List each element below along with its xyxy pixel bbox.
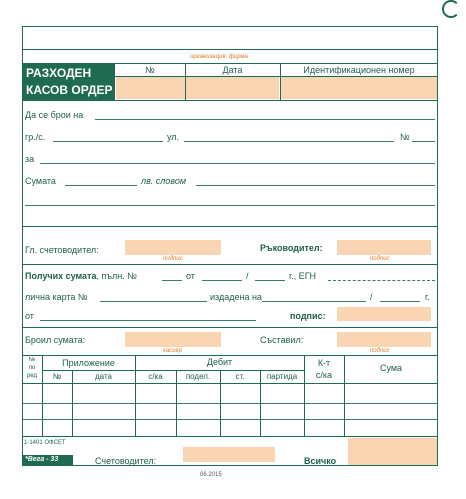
- sub-partida: партида: [266, 372, 298, 381]
- col-date-label: Дата: [222, 65, 243, 75]
- form-date: 06.2015: [200, 472, 222, 478]
- slash1: /: [246, 271, 249, 281]
- issued-date-line[interactable]: [262, 301, 366, 302]
- street-line[interactable]: [184, 141, 394, 142]
- manager-sign-field[interactable]: [337, 240, 431, 255]
- lv-words-label: лв. словом: [141, 176, 187, 186]
- amount-line[interactable]: [65, 185, 137, 186]
- cashier-sign-hint: подпис: [370, 348, 390, 354]
- table-row-line1: [22, 403, 438, 404]
- slash2: /: [370, 292, 373, 302]
- pay-to-line[interactable]: [95, 119, 435, 120]
- header-top-line: [115, 63, 438, 64]
- sign-hint1: подпис: [163, 256, 183, 262]
- sum-header: Сума: [379, 363, 403, 373]
- header-bottom-line: [22, 100, 438, 101]
- table-row-line2: [22, 419, 438, 420]
- accountant-label: Счетоводител:: [95, 456, 157, 466]
- compiler-sign-field[interactable]: [337, 332, 431, 347]
- egn-line[interactable]: [328, 280, 435, 281]
- sub-ska: с/ка: [148, 372, 163, 381]
- issued-label: издадена на: [210, 292, 262, 302]
- col-no-bot: ред: [26, 373, 38, 379]
- order-number-field[interactable]: [116, 77, 185, 99]
- amount-words-line[interactable]: [196, 185, 435, 186]
- poa-date-line2[interactable]: [255, 280, 285, 281]
- sign-hint2: подпис: [370, 256, 390, 262]
- poa-number-line[interactable]: [162, 280, 182, 281]
- table-header-bottom: [22, 383, 438, 384]
- org-hint: организация, фирма: [190, 54, 248, 60]
- from2-label: от: [25, 311, 34, 321]
- street-label: ул.: [167, 132, 180, 142]
- id-card-line[interactable]: [100, 301, 207, 302]
- for-line[interactable]: [40, 163, 435, 164]
- org-line: [22, 49, 438, 50]
- total-label: Всичко: [304, 456, 337, 466]
- publisher-logo-icon: [442, 0, 460, 18]
- debit-header: Дебит: [206, 357, 233, 367]
- table-bottom: [22, 436, 438, 437]
- for-label: за: [25, 154, 35, 164]
- received-row: [25, 271, 137, 281]
- signature-label: подпис:: [290, 311, 326, 321]
- title-line1: РАЗХОДЕН: [26, 66, 92, 80]
- body-divider: [22, 226, 438, 227]
- table-sub-line: [42, 370, 304, 371]
- col-no-mid: по: [28, 365, 36, 371]
- table-top: [22, 355, 438, 356]
- manager-label: Ръководител:: [260, 243, 323, 253]
- issued-by-line[interactable]: [40, 320, 256, 321]
- brand-label: *Вега - 33: [23, 455, 73, 465]
- sub-date: дата: [95, 372, 112, 381]
- pay-to-label: Да се брои на: [25, 110, 84, 120]
- sub-st: ст.: [235, 372, 245, 381]
- issued-year-line[interactable]: [380, 301, 420, 302]
- id-card-label: лична карта №: [25, 292, 88, 302]
- amount-label: Сумата: [25, 176, 56, 186]
- kt-ska-header: с/ка: [315, 370, 333, 380]
- received-divider: [22, 327, 438, 328]
- id-number-field[interactable]: [281, 77, 437, 99]
- kt-header: К-т: [317, 358, 331, 368]
- cashier-sign-field[interactable]: [125, 332, 221, 347]
- col-id-label: Идентификационен номер: [303, 65, 415, 75]
- title-line2: КАСОВ ОРДЕР: [26, 83, 113, 97]
- city-line[interactable]: [53, 141, 163, 142]
- print-code: 1-1401 ОФСЕТ: [24, 440, 66, 446]
- sub-no: №: [52, 372, 62, 381]
- sub-podel: подел.: [185, 372, 211, 381]
- city-label: гр./с.: [25, 132, 46, 142]
- amount-words-line2[interactable]: [25, 205, 435, 206]
- poa-date-line1[interactable]: [202, 280, 242, 281]
- attachment-header: Приложение: [62, 358, 115, 368]
- received-label: Получих сумата: [25, 271, 97, 281]
- col-no-label: №: [145, 65, 155, 75]
- total-field[interactable]: [348, 438, 437, 465]
- col-no-top: №: [28, 357, 36, 363]
- year-egn-label: г., ЕГН: [289, 271, 317, 281]
- sign-divider: [22, 264, 438, 265]
- received-rest: , пълн. №: [96, 271, 137, 281]
- col-div-debit: [135, 355, 136, 436]
- number-line[interactable]: [412, 141, 435, 142]
- accountant-sign-field[interactable]: [183, 447, 275, 462]
- counted-label: Броил сумата:: [25, 335, 86, 345]
- g-label: г.: [425, 292, 430, 302]
- receiver-sign-field[interactable]: [337, 307, 431, 321]
- from-label: от: [186, 271, 195, 281]
- order-date-field[interactable]: [186, 77, 279, 99]
- number-label: №: [400, 132, 410, 142]
- chief-accountant-sign-field[interactable]: [125, 240, 221, 255]
- chief-accountant-label: Гл. счетоводител:: [25, 245, 99, 255]
- cashier-hint: касиер: [163, 348, 183, 354]
- form-title: [22, 63, 115, 100]
- compiled-label: Съставил:: [260, 335, 304, 345]
